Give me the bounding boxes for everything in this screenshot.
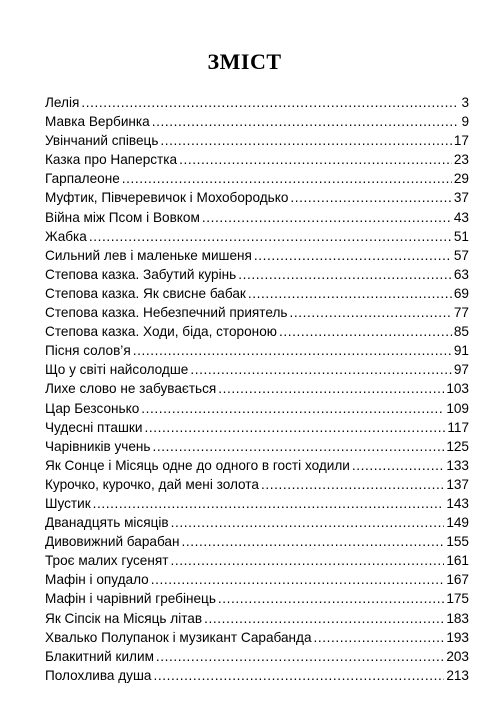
toc-entry-page-number: 203 [446, 648, 469, 664]
toc-entry-title: Дванадцять місяців [45, 515, 169, 531]
toc-entry-page-number: 43 [453, 209, 469, 225]
toc-entry-page-number: 213 [446, 667, 469, 683]
toc-entry [45, 532, 469, 551]
toc-entry [45, 589, 469, 608]
toc-entry-title: Чарівників учень [45, 438, 151, 454]
dot-leader [170, 551, 444, 570]
toc-entry [45, 379, 469, 398]
dot-leader [156, 647, 444, 666]
toc-entry-page-number: 183 [446, 610, 469, 626]
toc-entry [45, 93, 469, 112]
toc-entry-page-number: 23 [453, 152, 469, 168]
toc-entry-page-number: 97 [453, 362, 469, 378]
toc-entry [45, 570, 469, 589]
toc-entry [45, 647, 469, 666]
toc-entry-title: Війна між Псом і Вовком [45, 209, 200, 225]
dot-leader [202, 208, 452, 227]
toc-entry-title: Мафін і опудало [45, 572, 149, 588]
toc-entry-title: Лихе слово не забувається [45, 381, 217, 397]
toc-entry-page-number: 51 [453, 228, 469, 244]
toc-entry-title: Полохлива душа [45, 667, 152, 683]
dot-leader [122, 169, 452, 188]
dot-leader [204, 609, 444, 628]
dot-leader [153, 666, 444, 685]
toc-entry [45, 666, 469, 685]
dot-leader [171, 513, 445, 532]
toc-entry-title: Увінчаний співець [45, 133, 159, 149]
toc-entry-title: Чудесні пташки [45, 419, 143, 435]
toc-entry [45, 303, 469, 322]
dot-leader [144, 418, 445, 437]
toc-entry [45, 131, 469, 150]
toc-entry-page-number: 91 [453, 343, 469, 359]
toc-entry-title: Що у світі найсолодше [45, 362, 189, 378]
toc-entry-page-number: 193 [446, 629, 469, 645]
toc-entry-page-number: 161 [446, 553, 469, 569]
toc-entry-page-number: 103 [446, 381, 469, 397]
toc-entry [45, 551, 469, 570]
dot-leader [254, 246, 452, 265]
toc-entry-title: Гарпалеоне [45, 171, 120, 187]
toc-entry-title: Степова казка. Як свисне бабак [45, 285, 246, 301]
toc-entry-title: Хвалько Полупанок і музикант Сарабанда [45, 629, 312, 645]
toc-entry [45, 208, 469, 227]
toc-entry-title: Лелія [45, 95, 80, 110]
dot-leader [153, 437, 445, 456]
toc-entry [45, 628, 469, 647]
toc-entry-title: Степова казка. Небезпечний приятель [45, 305, 288, 321]
dot-leader [93, 494, 445, 513]
dot-leader [141, 399, 444, 418]
toc-entry [45, 399, 469, 418]
dot-leader [261, 475, 444, 494]
toc-entry-page-number: 17 [453, 133, 469, 149]
toc-entry [45, 265, 469, 284]
toc-entry-page-number: 155 [446, 534, 469, 550]
toc-entry-title: Пісня солов’я [45, 343, 131, 359]
toc-entry [45, 246, 469, 265]
toc-entry [45, 112, 469, 131]
dot-leader [152, 112, 460, 131]
dot-leader [89, 227, 452, 246]
toc-entry-page-number: 175 [446, 591, 469, 607]
toc-entry-page-number: 57 [453, 247, 469, 263]
dot-leader [190, 360, 452, 379]
toc-entry [45, 475, 469, 494]
toc-entry-title: Шустик [45, 495, 91, 511]
toc-entry-page-number: 117 [447, 419, 469, 435]
dot-leader [179, 150, 452, 169]
toc-entry-page-number: 69 [453, 285, 469, 301]
toc-entry [45, 227, 469, 246]
toc-entry-title: Мавка Вербинка [45, 114, 150, 130]
dot-leader [314, 628, 445, 647]
toc-entry-title: Степова казка. Ходи, біда, стороною [45, 324, 277, 340]
toc-entry-page-number: 143 [446, 495, 469, 511]
toc-entry-title: Як Сіпсік на Місяць літав [45, 610, 203, 626]
dot-leader [289, 303, 451, 322]
toc-entry [45, 437, 469, 456]
toc-entry-title: Степова казка. Забутий курінь [45, 266, 237, 282]
toc-entry-title: Цар Безсонько [45, 400, 140, 416]
toc-entry [45, 360, 469, 379]
toc-entry-title: Сильний лев і маленьке мишеня [45, 247, 252, 263]
toc-entry [45, 188, 469, 207]
toc-entry [45, 169, 469, 188]
toc-entry-title: Жабка [45, 228, 87, 244]
toc-entry [45, 341, 469, 360]
page-title: ЗМІСТ [207, 49, 282, 74]
toc-entry-title: Курочко, курочко, дай мені золота [45, 476, 259, 492]
toc-entry-page-number: 29 [453, 171, 469, 187]
toc-entry-page-number: 37 [453, 190, 469, 206]
toc-entry [45, 456, 469, 475]
toc-entry [45, 284, 469, 303]
toc-entry-title: Дивовижний барабан [45, 534, 180, 550]
toc-entry-page-number: 125 [446, 438, 469, 454]
dot-leader [279, 322, 452, 341]
toc-entry-page-number: 109 [446, 400, 469, 416]
toc-entry-title: Мафін і чарівний гребінець [45, 591, 216, 607]
toc-entry-page-number: 9 [461, 114, 469, 130]
toc-entry-page-number: 149 [446, 515, 469, 531]
toc-entry [45, 513, 469, 532]
toc-entry-title: Блакитний килим [45, 648, 154, 664]
toc-entry-page-number: 3 [461, 95, 469, 110]
dot-leader [290, 188, 451, 207]
toc-entry-title: Як Сонце і Місяць одне до одного в гості ходили [45, 457, 350, 473]
toc-entry-title: Казка про Наперстка [45, 152, 178, 168]
dot-leader [352, 456, 444, 475]
dot-leader [182, 532, 445, 551]
toc-entry-title: Троє малих гусенят [45, 553, 169, 569]
table-of-contents [45, 93, 469, 685]
toc-entry-page-number: 133 [446, 457, 469, 473]
toc-entry-page-number: 77 [453, 305, 469, 321]
dot-leader [248, 284, 452, 303]
dot-leader [151, 570, 445, 589]
toc-entry-page-number: 167 [446, 572, 469, 588]
toc-entry [45, 322, 469, 341]
dot-leader [218, 589, 444, 608]
toc-entry-page-number: 63 [453, 266, 469, 282]
dot-leader [238, 265, 452, 284]
toc-entry-title: Муфтик, Півчеревичок і Мохобородько [45, 190, 289, 206]
toc-entry [45, 609, 469, 628]
dot-leader [133, 341, 452, 360]
dot-leader [160, 131, 451, 150]
dot-leader [81, 93, 459, 112]
toc-entry [45, 418, 469, 437]
toc-entry-page-number: 137 [446, 476, 469, 492]
toc-entry [45, 494, 469, 513]
toc-entry-page-number: 85 [453, 324, 469, 340]
dot-leader [218, 379, 444, 398]
toc-entry [45, 150, 469, 169]
